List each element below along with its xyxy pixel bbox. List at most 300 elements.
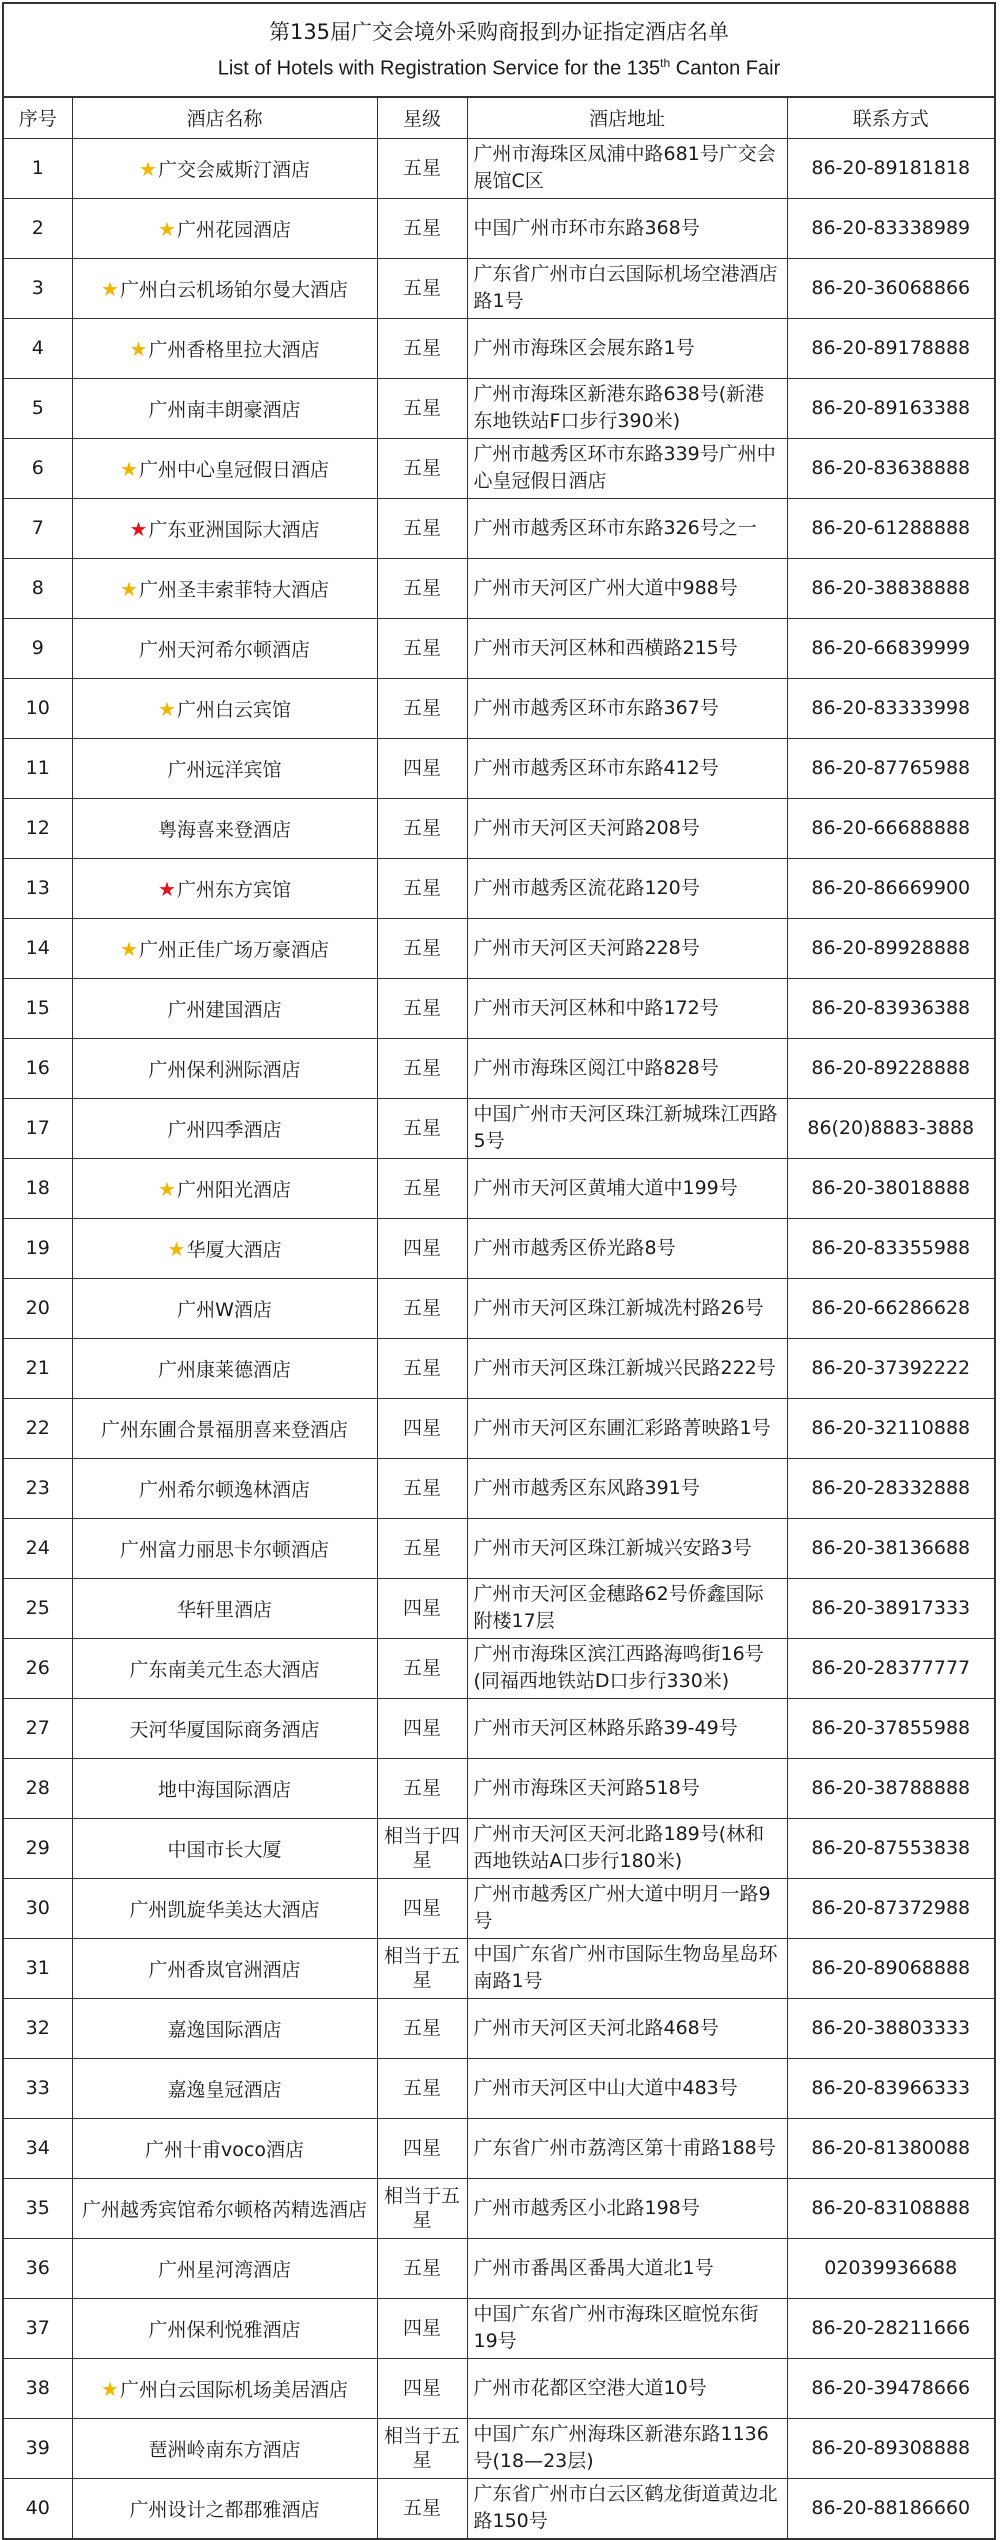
row-number: 6 (4, 438, 72, 498)
star-level: 五星 (377, 678, 467, 738)
hotel-name: 广州康莱德酒店 (157, 1358, 291, 1381)
header-hotel-name: 酒店名称 (72, 98, 377, 138)
table-row (4, 258, 994, 318)
hotel-name: 广州星河湾酒店 (157, 2258, 291, 2281)
hotel-phone: 86-20-66839999 (787, 618, 994, 678)
hotel-phone: 86-20-66688888 (787, 798, 994, 858)
table-row (4, 1938, 994, 1998)
table-row (4, 1458, 994, 1518)
hotel-name-cell (72, 438, 377, 498)
hotel-phone: 86-20-83936388 (787, 978, 994, 1038)
hotel-phone: 86-20-38917333 (787, 1578, 994, 1638)
gold-star-icon: ★ (158, 1176, 176, 1201)
hotel-name: 广州天河希尔顿酒店 (138, 638, 310, 661)
star-level: 四星 (377, 1698, 467, 1758)
hotel-address: 中国广东省广州市海珠区暄悦东街19号 (467, 2298, 787, 2358)
hotel-phone: 86-20-87372988 (787, 1878, 994, 1938)
hotel-table-body (4, 138, 994, 2538)
row-number: 36 (4, 2238, 72, 2298)
table-row (4, 1758, 994, 1818)
hotel-phone: 86-20-37392222 (787, 1338, 994, 1398)
hotel-name: 广州白云机场铂尔曼大酒店 (119, 278, 348, 301)
table-row (4, 2418, 994, 2478)
hotel-phone: 86-20-28332888 (787, 1458, 994, 1518)
star-level: 五星 (377, 978, 467, 1038)
hotel-name-cell (72, 1218, 377, 1278)
hotel-name-cell (72, 2058, 377, 2118)
hotel-name: 广州富力丽思卡尔顿酒店 (119, 1538, 329, 1561)
hotel-phone: 86-20-81380088 (787, 2118, 994, 2178)
hotel-phone: 86-20-89181818 (787, 138, 994, 198)
row-number: 28 (4, 1758, 72, 1818)
row-number: 32 (4, 1998, 72, 2058)
hotel-address: 广州市海珠区滨江西路海鸣街16号(同福西地铁站D口步行330米) (467, 1638, 787, 1698)
hotel-name-cell (72, 2358, 377, 2418)
hotel-address: 广州市越秀区广州大道中明月一路9号 (467, 1878, 787, 1938)
row-number: 4 (4, 318, 72, 378)
hotel-address: 广东省广州市白云区鹤龙街道黄边北路150号 (467, 2478, 787, 2538)
table-row (4, 498, 994, 558)
hotel-name-cell (72, 2118, 377, 2178)
hotel-phone: 86-20-28377777 (787, 1638, 994, 1698)
hotel-address: 广州市海珠区天河路518号 (467, 1758, 787, 1818)
gold-star-icon: ★ (101, 2376, 119, 2401)
hotel-name-cell (72, 2478, 377, 2538)
hotel-phone: 86-20-83108888 (787, 2178, 994, 2238)
row-number: 35 (4, 2178, 72, 2238)
table-row (4, 798, 994, 858)
star-level: 五星 (377, 1518, 467, 1578)
hotel-name-cell (72, 1758, 377, 1818)
star-level: 五星 (377, 858, 467, 918)
hotel-phone: 86-20-39478666 (787, 2358, 994, 2418)
hotel-name: 广州四季酒店 (167, 1118, 282, 1141)
row-number: 15 (4, 978, 72, 1038)
row-number: 38 (4, 2358, 72, 2418)
hotel-name: 广州正佳广场万豪酒店 (138, 938, 329, 961)
hotel-address: 广州市天河区林和西横路215号 (467, 618, 787, 678)
hotel-phone: 86-20-89163388 (787, 378, 994, 438)
hotel-phone: 86-20-36068866 (787, 258, 994, 318)
hotel-name-cell (72, 1338, 377, 1398)
table-row (4, 978, 994, 1038)
table-row (4, 1398, 994, 1458)
hotel-address: 中国广东省广州市国际生物岛星岛环南路1号 (467, 1938, 787, 1998)
table-row (4, 198, 994, 258)
star-level: 相当于五星 (377, 2178, 467, 2238)
header-star-level: 星级 (377, 98, 467, 138)
hotel-name: 广州越秀宾馆希尔顿格芮精选酒店 (81, 2198, 367, 2221)
hotel-name: 粤海喜来登酒店 (157, 818, 291, 841)
row-number: 2 (4, 198, 72, 258)
hotel-name: 嘉逸国际酒店 (167, 2018, 282, 2041)
hotel-name: 广东南美元生态大酒店 (129, 1658, 320, 1681)
hotel-name-cell (72, 198, 377, 258)
hotel-address: 广州市海珠区会展东路1号 (467, 318, 787, 378)
hotel-name: 华厦大酒店 (186, 1238, 282, 1261)
table-row (4, 1578, 994, 1638)
hotel-address: 广州市天河区天河北路189号(林和西地铁站A口步行180米) (467, 1818, 787, 1878)
hotel-address: 广州市海珠区阅江中路828号 (467, 1038, 787, 1098)
hotel-address: 广州市天河区中山大道中483号 (467, 2058, 787, 2118)
hotel-name: 广州保利悦雅酒店 (148, 2318, 301, 2341)
row-number: 39 (4, 2418, 72, 2478)
row-number: 1 (4, 138, 72, 198)
hotel-name-cell (72, 1458, 377, 1518)
star-level: 五星 (377, 1638, 467, 1698)
hotel-name-cell (72, 1398, 377, 1458)
star-level: 五星 (377, 1338, 467, 1398)
hotel-name: 广州白云宾馆 (176, 698, 291, 721)
row-number: 33 (4, 2058, 72, 2118)
row-number: 37 (4, 2298, 72, 2358)
row-number: 30 (4, 1878, 72, 1938)
star-level: 相当于四星 (377, 1818, 467, 1878)
table-row (4, 318, 994, 378)
row-number: 29 (4, 1818, 72, 1878)
hotel-name-cell (72, 798, 377, 858)
hotel-name-cell (72, 1098, 377, 1158)
title-english-tail: Canton Fair (670, 57, 781, 80)
hotel-address: 中国广东广州海珠区新港东路1136号(18—23层) (467, 2418, 787, 2478)
hotel-address: 广州市越秀区环市东路412号 (467, 738, 787, 798)
row-number: 5 (4, 378, 72, 438)
table-row (4, 378, 994, 438)
star-level: 四星 (377, 2358, 467, 2418)
gold-star-icon: ★ (129, 336, 148, 361)
gold-star-icon: ★ (120, 936, 138, 961)
hotel-name: 广州十甫voco酒店 (145, 2138, 304, 2161)
row-number: 26 (4, 1638, 72, 1698)
hotel-phone: 86-20-83338989 (787, 198, 994, 258)
hotel-phone: 02039936688 (787, 2238, 994, 2298)
hotel-address: 广州市天河区珠江新城兴安路3号 (467, 1518, 787, 1578)
table-row (4, 918, 994, 978)
row-number: 40 (4, 2478, 72, 2538)
hotel-phone: 86-20-87765988 (787, 738, 994, 798)
hotel-phone: 86-20-32110888 (787, 1398, 994, 1458)
hotel-phone: 86-20-86669900 (787, 858, 994, 918)
row-number: 19 (4, 1218, 72, 1278)
row-number: 11 (4, 738, 72, 798)
hotel-name: 中国市长大厦 (167, 1838, 282, 1861)
gold-star-icon: ★ (120, 576, 138, 601)
row-number: 18 (4, 1158, 72, 1218)
hotel-phone: 86-20-83966333 (787, 2058, 994, 2118)
hotel-list-sheet (2, 2, 996, 2540)
gold-star-icon: ★ (167, 1236, 186, 1261)
hotel-address: 中国广州市环市东路368号 (467, 198, 787, 258)
star-level: 五星 (377, 1998, 467, 2058)
header-address: 酒店地址 (467, 98, 787, 138)
star-level: 五星 (377, 138, 467, 198)
table-row (4, 438, 994, 498)
title-chinese: 第135届广交会境外采购商报到办证指定酒店名单 (268, 20, 730, 45)
hotel-phone: 86-20-66286628 (787, 1278, 994, 1338)
row-number: 31 (4, 1938, 72, 1998)
hotel-name: 广州设计之都郡雅酒店 (129, 2498, 320, 2521)
star-level: 五星 (377, 198, 467, 258)
red-star-icon: ★ (158, 876, 176, 901)
star-level: 五星 (377, 438, 467, 498)
hotel-name-cell (72, 1818, 377, 1878)
row-number: 8 (4, 558, 72, 618)
hotel-address: 广州市天河区珠江新城兴民路222号 (467, 1338, 787, 1398)
gold-star-icon: ★ (158, 696, 176, 721)
table-row (4, 1698, 994, 1758)
hotel-name: 广州远洋宾馆 (167, 758, 282, 781)
document-title (4, 4, 994, 98)
row-number: 14 (4, 918, 72, 978)
hotel-address: 广州市花都区空港大道10号 (467, 2358, 787, 2418)
hotel-name-cell (72, 738, 377, 798)
hotel-name-cell (72, 258, 377, 318)
hotel-name: 广州花园酒店 (176, 218, 291, 241)
hotel-name: 广州阳光酒店 (176, 1178, 291, 1201)
row-number: 9 (4, 618, 72, 678)
hotel-address: 广州市天河区天河北路468号 (467, 1998, 787, 2058)
hotel-name-cell (72, 918, 377, 978)
row-number: 20 (4, 1278, 72, 1338)
hotel-address: 广州市越秀区环市东路326号之一 (467, 498, 787, 558)
row-number: 22 (4, 1398, 72, 1458)
row-number: 12 (4, 798, 72, 858)
hotel-address: 广州市海珠区新港东路638号(新港东地铁站F口步行390米) (467, 378, 787, 438)
table-row (4, 1638, 994, 1698)
hotel-address: 广州市天河区林路乐路39-49号 (467, 1698, 787, 1758)
hotel-address: 广州市天河区黄埔大道中199号 (467, 1158, 787, 1218)
hotel-name-cell (72, 858, 377, 918)
hotel-name-cell (72, 1518, 377, 1578)
hotel-phone: 86-20-38788888 (787, 1758, 994, 1818)
hotel-phone: 86-20-83638888 (787, 438, 994, 498)
hotel-address: 广州市越秀区小北路198号 (467, 2178, 787, 2238)
star-level: 四星 (377, 2118, 467, 2178)
table-row (4, 858, 994, 918)
hotel-name-cell (72, 558, 377, 618)
row-number: 24 (4, 1518, 72, 1578)
hotel-name: 天河华厦国际商务酒店 (129, 1718, 320, 1741)
star-level: 四星 (377, 1578, 467, 1638)
hotel-phone: 86-20-38803333 (787, 1998, 994, 2058)
star-level: 五星 (377, 1038, 467, 1098)
table-row (4, 2058, 994, 2118)
hotel-table (4, 98, 994, 2538)
hotel-name-cell (72, 1938, 377, 1998)
hotel-name: 华轩里酒店 (176, 1598, 272, 1621)
hotel-address: 广州市天河区金穗路62号侨鑫国际附楼17层 (467, 1578, 787, 1638)
row-number: 34 (4, 2118, 72, 2178)
hotel-name: 广东亚洲国际大酒店 (148, 518, 320, 541)
star-level: 五星 (377, 1758, 467, 1818)
hotel-name: 广州凯旋华美达大酒店 (129, 1898, 320, 1921)
row-number: 27 (4, 1698, 72, 1758)
hotel-name: 琶洲岭南东方酒店 (148, 2438, 301, 2461)
star-level: 五星 (377, 1278, 467, 1338)
header-number: 序号 (4, 98, 72, 138)
row-number: 3 (4, 258, 72, 318)
table-row (4, 1518, 994, 1578)
hotel-address: 广东省广州市白云国际机场空港酒店路1号 (467, 258, 787, 318)
hotel-name: 广州东圃合景福朋喜来登酒店 (100, 1418, 348, 1441)
hotel-name-cell (72, 1578, 377, 1638)
hotel-name: 广州白云国际机场美居酒店 (119, 2378, 348, 2401)
table-row (4, 618, 994, 678)
table-row (4, 678, 994, 738)
table-row (4, 738, 994, 798)
star-level: 五星 (377, 258, 467, 318)
row-number: 13 (4, 858, 72, 918)
hotel-phone: 86-20-87553838 (787, 1818, 994, 1878)
table-row (4, 2238, 994, 2298)
hotel-name-cell (72, 1278, 377, 1338)
hotel-name: 广州保利洲际酒店 (148, 1058, 301, 1081)
hotel-name: 广州香格里拉大酒店 (148, 338, 320, 361)
hotel-name: 广州建国酒店 (167, 998, 282, 1021)
hotel-name: 广州W酒店 (177, 1298, 272, 1321)
row-number: 16 (4, 1038, 72, 1098)
table-row (4, 2118, 994, 2178)
star-level: 五星 (377, 1098, 467, 1158)
table-row (4, 1278, 994, 1338)
table-row (4, 2478, 994, 2538)
hotel-name-cell (72, 978, 377, 1038)
hotel-phone: 86-20-89178888 (787, 318, 994, 378)
table-row (4, 2298, 994, 2358)
row-number: 7 (4, 498, 72, 558)
star-level: 五星 (377, 918, 467, 978)
star-level: 五星 (377, 1158, 467, 1218)
hotel-name: 广州中心皇冠假日酒店 (138, 458, 329, 481)
star-level: 四星 (377, 1398, 467, 1458)
star-level: 四星 (377, 2298, 467, 2358)
hotel-phone: 86-20-38838888 (787, 558, 994, 618)
star-level: 四星 (377, 738, 467, 798)
hotel-address: 广州市越秀区环市东路339号广州中心皇冠假日酒店 (467, 438, 787, 498)
hotel-name-cell (72, 2298, 377, 2358)
hotel-phone: 86-20-38136688 (787, 1518, 994, 1578)
hotel-address: 广州市海珠区凤浦中路681号广交会展馆C区 (467, 138, 787, 198)
hotel-address: 广东省广州市荔湾区第十甫路188号 (467, 2118, 787, 2178)
star-level: 五星 (377, 798, 467, 858)
gold-star-icon: ★ (120, 456, 138, 481)
hotel-name: 广州圣丰索菲特大酒店 (138, 578, 329, 601)
hotel-name-cell (72, 1698, 377, 1758)
hotel-name-cell (72, 1638, 377, 1698)
hotel-name: 广州香岚官洲酒店 (148, 1958, 301, 1981)
hotel-address: 广州市番禺区番禺大道北1号 (467, 2238, 787, 2298)
hotel-phone: 86(20)8883-3888 (787, 1098, 994, 1158)
hotel-phone: 86-20-83355988 (787, 1218, 994, 1278)
hotel-name: 嘉逸皇冠酒店 (167, 2078, 282, 2101)
row-number: 17 (4, 1098, 72, 1158)
hotel-address: 广州市越秀区环市东路367号 (467, 678, 787, 738)
hotel-address: 广州市天河区广州大道中988号 (467, 558, 787, 618)
hotel-address: 广州市天河区东圃汇彩路菁映路1号 (467, 1398, 787, 1458)
hotel-name-cell (72, 1158, 377, 1218)
hotel-name-cell (72, 1998, 377, 2058)
row-number: 21 (4, 1338, 72, 1398)
gold-star-icon: ★ (158, 216, 176, 241)
table-row (4, 1218, 994, 1278)
red-star-icon: ★ (129, 516, 148, 541)
star-level: 五星 (377, 2238, 467, 2298)
hotel-name-cell (72, 1038, 377, 1098)
star-level: 相当于五星 (377, 2418, 467, 2478)
hotel-name-cell (72, 2238, 377, 2298)
title-english-main: List of Hotels with Registration Service for the 135 (217, 57, 661, 80)
table-row (4, 1098, 994, 1158)
row-number: 23 (4, 1458, 72, 1518)
star-level: 五星 (377, 498, 467, 558)
star-level: 四星 (377, 1218, 467, 1278)
row-number: 10 (4, 678, 72, 738)
hotel-phone: 86-20-61288888 (787, 498, 994, 558)
hotel-address: 广州市越秀区东风路391号 (467, 1458, 787, 1518)
table-row (4, 1338, 994, 1398)
hotel-name-cell (72, 1878, 377, 1938)
star-level: 五星 (377, 1458, 467, 1518)
table-row (4, 1158, 994, 1218)
title-english-ordinal: th (660, 56, 671, 71)
table-row (4, 2358, 994, 2418)
star-level: 五星 (377, 378, 467, 438)
table-row (4, 1038, 994, 1098)
table-row (4, 2178, 994, 2238)
hotel-phone: 86-20-88186660 (787, 2478, 994, 2538)
star-level: 五星 (377, 558, 467, 618)
hotel-phone: 86-20-89068888 (787, 1938, 994, 1998)
star-level: 五星 (377, 318, 467, 378)
hotel-address: 中国广州市天河区珠江新城珠江西路5号 (467, 1098, 787, 1158)
hotel-phone: 86-20-89228888 (787, 1038, 994, 1098)
hotel-name: 广州东方宾馆 (176, 878, 291, 901)
hotel-address: 广州市天河区林和中路172号 (467, 978, 787, 1038)
hotel-phone: 86-20-89928888 (787, 918, 994, 978)
table-row (4, 1878, 994, 1938)
hotel-phone: 86-20-28211666 (787, 2298, 994, 2358)
table-header-row (4, 98, 994, 138)
hotel-name-cell (72, 618, 377, 678)
hotel-address: 广州市越秀区侨光路8号 (467, 1218, 787, 1278)
gold-star-icon: ★ (101, 276, 119, 301)
hotel-phone: 86-20-38018888 (787, 1158, 994, 1218)
hotel-name: 广州希尔顿逸林酒店 (138, 1478, 310, 1501)
hotel-name-cell (72, 378, 377, 438)
star-level: 五星 (377, 2478, 467, 2538)
hotel-name-cell (72, 2178, 377, 2238)
hotel-phone: 86-20-83333998 (787, 678, 994, 738)
hotel-name-cell (72, 2418, 377, 2478)
table-row (4, 138, 994, 198)
hotel-phone: 86-20-89308888 (787, 2418, 994, 2478)
table-row (4, 1818, 994, 1878)
title-english (218, 48, 781, 84)
hotel-name: 广州南丰朗豪酒店 (148, 398, 301, 421)
gold-star-icon: ★ (139, 156, 157, 181)
hotel-address: 广州市天河区珠江新城冼村路26号 (467, 1278, 787, 1338)
hotel-address: 广州市天河区天河路228号 (467, 918, 787, 978)
hotel-name-cell (72, 498, 377, 558)
hotel-name: 广交会威斯汀酒店 (157, 158, 310, 181)
hotel-name-cell (72, 678, 377, 738)
star-level: 五星 (377, 618, 467, 678)
header-contact: 联系方式 (787, 98, 994, 138)
star-level: 四星 (377, 1878, 467, 1938)
hotel-address: 广州市越秀区流花路120号 (467, 858, 787, 918)
star-level: 五星 (377, 2058, 467, 2118)
row-number: 25 (4, 1578, 72, 1638)
